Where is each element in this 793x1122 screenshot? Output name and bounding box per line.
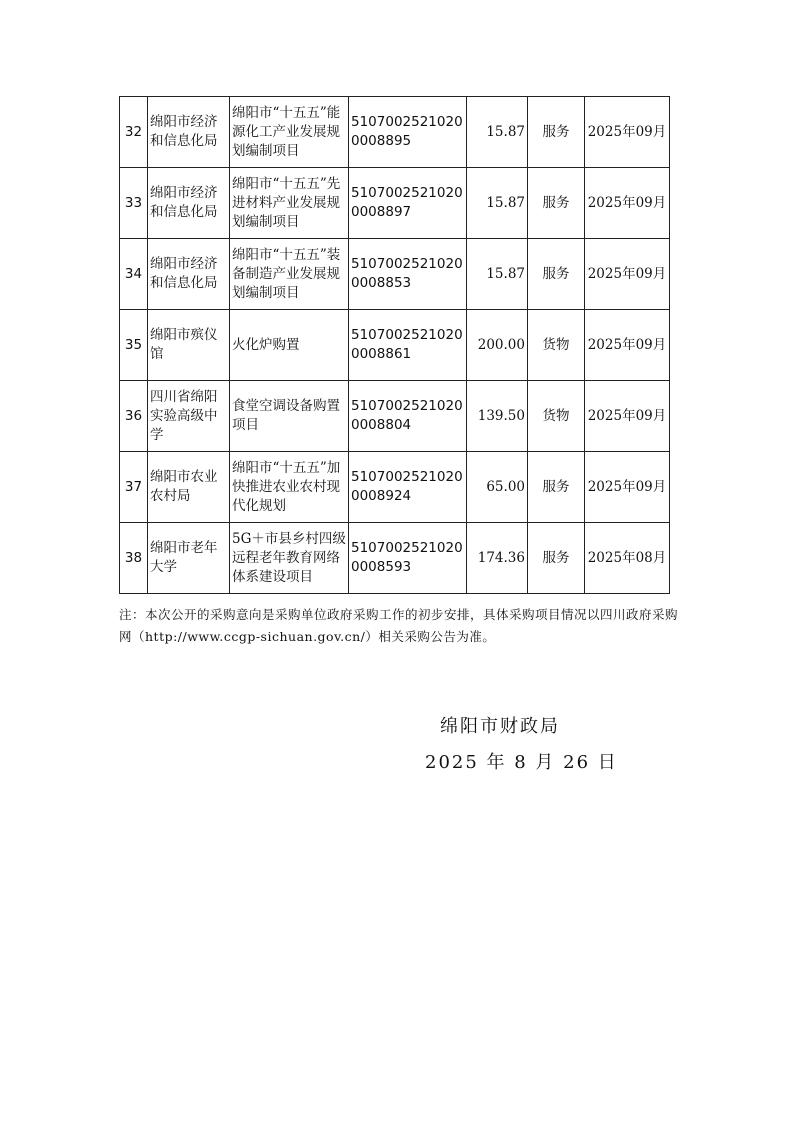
project-name: 绵阳市“十五五”装备制造产业发展规划编制项目 <box>230 239 349 310</box>
procurement-type: 服务 <box>528 97 585 168</box>
procurement-type: 服务 <box>528 452 585 523</box>
purchasing-unit: 绵阳市农业农村局 <box>148 452 230 523</box>
purchasing-unit: 绵阳市老年大学 <box>148 523 230 594</box>
row-index: 34 <box>120 239 148 310</box>
intent-code: 51070025210200008897 <box>349 168 467 239</box>
procurement-type: 货物 <box>528 381 585 452</box>
expected-date: 2025年08月 <box>585 523 670 594</box>
project-name: 火化炉购置 <box>230 310 349 381</box>
issuing-organization: 绵阳市财政局 <box>440 716 560 737</box>
budget-amount: 139.50 <box>467 381 528 452</box>
purchasing-unit: 绵阳市经济和信息化局 <box>148 168 230 239</box>
row-index: 38 <box>120 523 148 594</box>
expected-date: 2025年09月 <box>585 97 670 168</box>
project-name: 绵阳市“十五五”能源化工产业发展规划编制项目 <box>230 97 349 168</box>
purchasing-unit: 四川省绵阳实验高级中学 <box>148 381 230 452</box>
intent-code: 51070025210200008853 <box>349 239 467 310</box>
project-name: 5G＋市县乡村四级远程老年教育网络体系建设项目 <box>230 523 349 594</box>
procurement-type: 货物 <box>528 310 585 381</box>
project-name: 绵阳市“十五五”先进材料产业发展规划编制项目 <box>230 168 349 239</box>
procurement-type: 服务 <box>528 168 585 239</box>
budget-amount: 15.87 <box>467 239 528 310</box>
project-name: 食堂空调设备购置项目 <box>230 381 349 452</box>
budget-amount: 65.00 <box>467 452 528 523</box>
table-row <box>120 381 670 452</box>
expected-date: 2025年09月 <box>585 310 670 381</box>
row-index: 36 <box>120 381 148 452</box>
intent-code: 51070025210200008861 <box>349 310 467 381</box>
budget-amount: 200.00 <box>467 310 528 381</box>
intent-code: 51070025210200008895 <box>349 97 467 168</box>
table-row <box>120 452 670 523</box>
table-row <box>120 239 670 310</box>
procurement-type: 服务 <box>528 523 585 594</box>
budget-amount: 15.87 <box>467 168 528 239</box>
expected-date: 2025年09月 <box>585 239 670 310</box>
expected-date: 2025年09月 <box>585 452 670 523</box>
table-row <box>120 97 670 168</box>
issue-date: 2025 年 8 月 26 日 <box>425 752 618 773</box>
intent-code: 51070025210200008924 <box>349 452 467 523</box>
purchasing-unit: 绵阳市经济和信息化局 <box>148 97 230 168</box>
intent-code: 51070025210200008593 <box>349 523 467 594</box>
budget-amount: 174.36 <box>467 523 528 594</box>
expected-date: 2025年09月 <box>585 381 670 452</box>
budget-amount: 15.87 <box>467 97 528 168</box>
row-index: 32 <box>120 97 148 168</box>
expected-date: 2025年09月 <box>585 168 670 239</box>
purchasing-unit: 绵阳市殡仪馆 <box>148 310 230 381</box>
project-name: 绵阳市“十五五”加快推进农业农村现代化规划 <box>230 452 349 523</box>
row-index: 35 <box>120 310 148 381</box>
procurement-intent-table <box>119 96 670 594</box>
row-index: 37 <box>120 452 148 523</box>
purchasing-unit: 绵阳市经济和信息化局 <box>148 239 230 310</box>
table-body <box>120 97 670 594</box>
table-row <box>120 310 670 381</box>
row-index: 33 <box>120 168 148 239</box>
footnote: 注：本次公开的采购意向是采购单位政府采购工作的初步安排，具体采购项目情况以四川政府采购网（http://www.ccgp-sichuan.gov.cn/）相关采购公告为准。 <box>119 607 679 644</box>
procurement-type: 服务 <box>528 239 585 310</box>
table-row <box>120 168 670 239</box>
intent-code: 51070025210200008804 <box>349 381 467 452</box>
table-row <box>120 523 670 594</box>
